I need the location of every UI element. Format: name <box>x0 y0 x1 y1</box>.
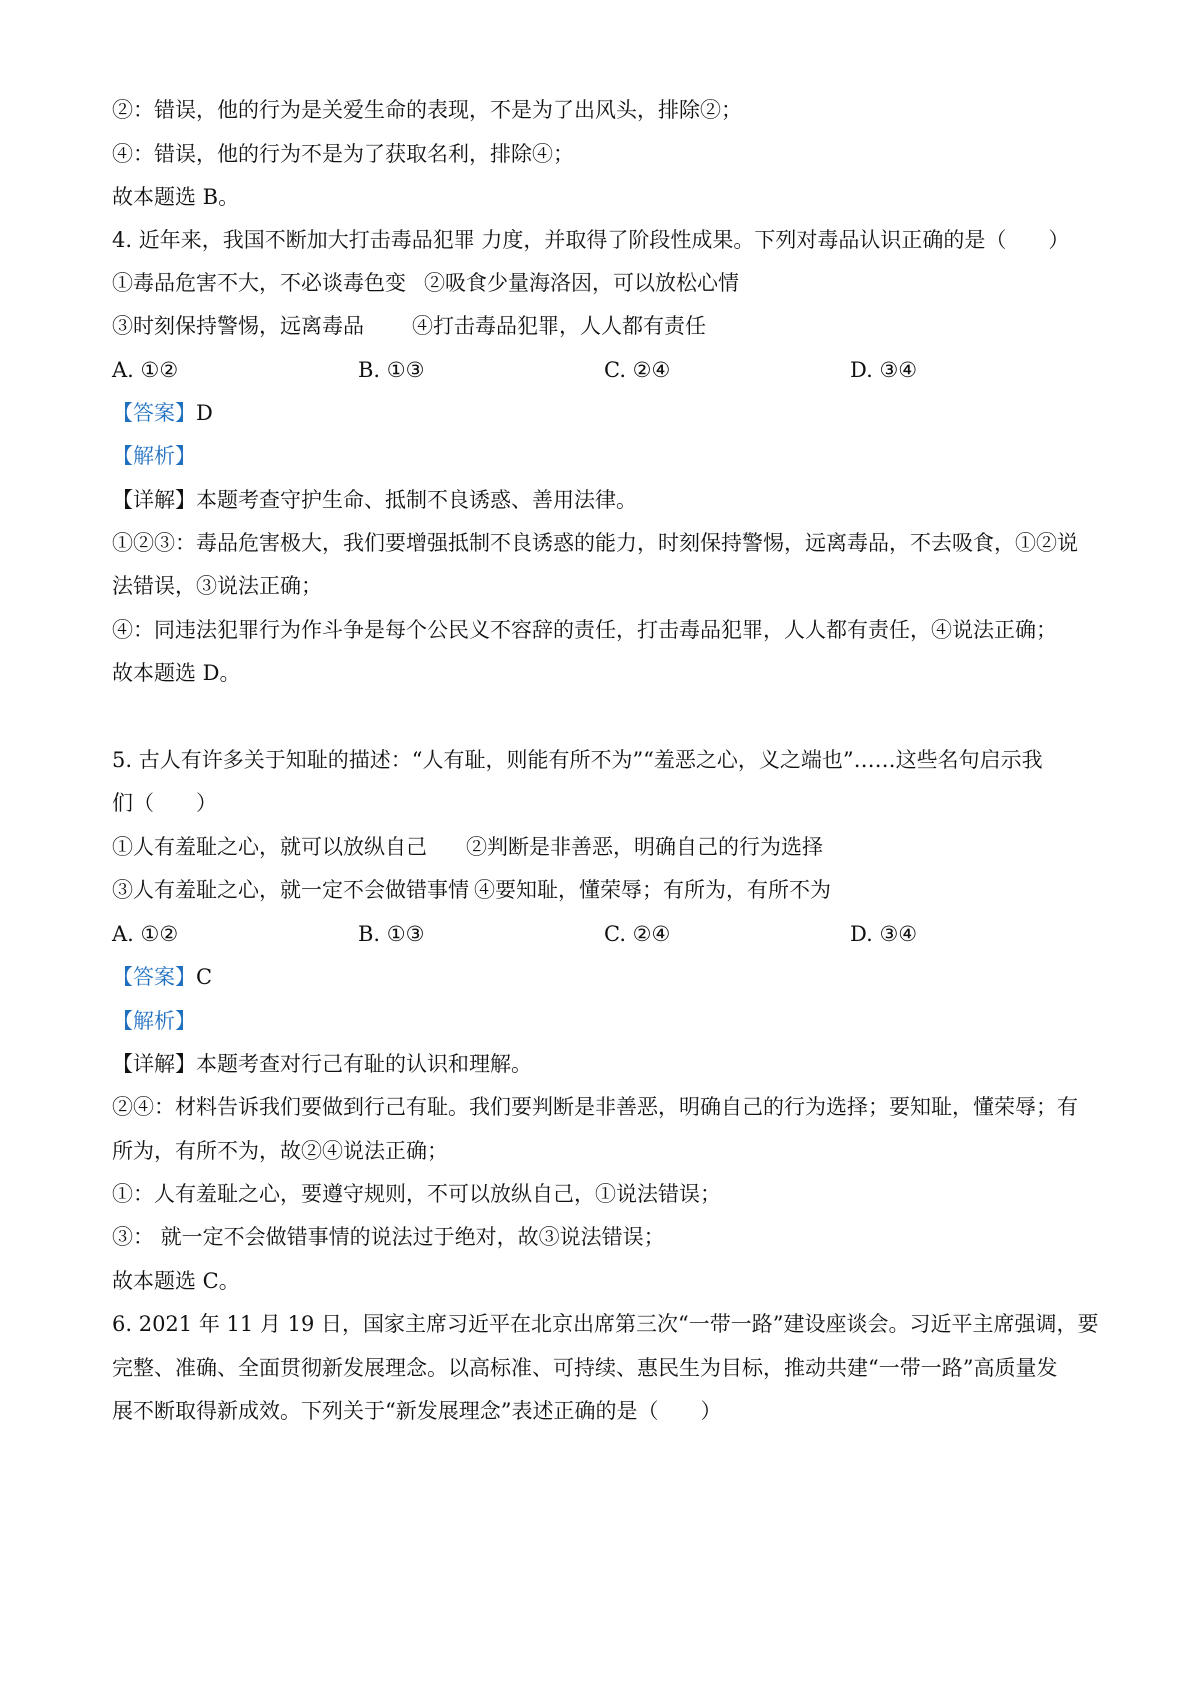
q4-detail: 【详解】本题考查守护生命、抵制不良诱惑、善用法律。 <box>112 488 637 512</box>
q5-answer <box>112 962 1112 992</box>
q4-option-a: A. ①② <box>112 358 179 382</box>
q4-explanation-1b: 法错误，③说法正确； <box>112 574 322 598</box>
q5-statements-row-1 <box>112 832 1112 862</box>
q5-statement-3: ③人有羞耻之心，就一定不会做错事情 <box>112 878 469 902</box>
q5-answer-value: C <box>196 965 213 989</box>
q6-stem-line-1: 6. 2021 年 11 月 19 日，国家主席习近平在北京出席第三次“一带一路”建设座谈会。习近平主席强调，要 <box>112 1312 1099 1336</box>
q4-answer-value: D <box>196 401 213 425</box>
q6-stem-line-3: 展不断取得新成效。下列关于“新发展理念”表述正确的是（ ） <box>112 1399 722 1423</box>
q4-conclusion: 故本题选 D。 <box>112 661 241 685</box>
q4-explanation-1a: ①②③：毒品危害极大，我们要增强抵制不良诱惑的能力，时刻保持警惕，远离毒品，不去吸食，①②说 <box>112 531 1078 555</box>
q5-option-d: D. ③④ <box>850 922 918 946</box>
q4-explanation-2: ④：同违法犯罪行为作斗争是每个公民义不容辞的责任，打击毒品犯罪，人人都有责任，④说法正确； <box>112 618 1057 642</box>
q5-option-a: A. ①② <box>112 922 179 946</box>
prev-explanation-2: ②：错误，他的行为是关爱生命的表现，不是为了出风头，排除②； <box>112 98 742 122</box>
q4-statement-2: ②吸食少量海洛因，可以放松心情 <box>424 271 739 295</box>
q4-statements-row-2 <box>112 311 1112 341</box>
q5-explanation-1b: 所为，有所不为，故②④说法正确； <box>112 1139 448 1163</box>
q4-analysis-tag: 【解析】 <box>112 444 196 468</box>
q4-stem: 4. 近年来，我国不断加大打击毒品犯罪 力度，并取得了阶段性成果。下列对毒品认识正确的是（ ） <box>112 228 1070 252</box>
q5-statements-row-2 <box>112 875 1112 905</box>
q4-option-b: B. ①③ <box>358 358 425 382</box>
q4-statement-1: ①毒品危害不大，不必谈毒色变 <box>112 271 406 295</box>
q5-option-c: C. ②④ <box>604 922 671 946</box>
q4-answer <box>112 398 1112 428</box>
q5-conclusion: 故本题选 C。 <box>112 1269 240 1293</box>
q4-statements-row-1 <box>112 268 1112 298</box>
prev-explanation-4: ④：错误，他的行为不是为了获取名利，排除④； <box>112 142 574 166</box>
q4-option-c: C. ②④ <box>604 358 671 382</box>
q4-statement-4: ④打击毒品犯罪，人人都有责任 <box>412 314 706 338</box>
q6-stem-line-2: 完整、准确、全面贯彻新发展理念。以高标准、可持续、惠民生为目标，推动共建“一带一路”高质量发 <box>112 1356 1058 1380</box>
q5-answer-tag: 【答案】 <box>112 965 196 989</box>
q5-detail: 【详解】本题考查对行己有耻的认识和理解。 <box>112 1052 532 1076</box>
q4-statement-3: ③时刻保持警惕，远离毒品 <box>112 314 364 338</box>
q5-explanation-2: ①：人有羞耻之心，要遵守规则，不可以放纵自己，①说法错误； <box>112 1182 721 1206</box>
q5-stem-b: 们（ ） <box>112 791 217 815</box>
q5-stem-a: 5. 古人有许多关于知耻的描述：“人有耻，则能有所不为”“羞恶之心，义之端也”……这些名句启示我 <box>112 748 1043 772</box>
q5-explanation-3: ③： 就一定不会做错事情的说法过于绝对，故③说法错误； <box>112 1225 665 1249</box>
q5-statement-4: ④要知耻，懂荣辱；有所为，有所不为 <box>474 878 831 902</box>
q5-statement-2: ②判断是非善恶，明确自己的行为选择 <box>466 835 823 859</box>
q5-option-b: B. ①③ <box>358 922 425 946</box>
q5-statement-1: ①人有羞耻之心，就可以放纵自己 <box>112 835 427 859</box>
q4-answer-tag: 【答案】 <box>112 401 196 425</box>
prev-conclusion: 故本题选 B。 <box>112 185 240 209</box>
q5-analysis-tag: 【解析】 <box>112 1009 196 1033</box>
q5-explanation-1a: ②④：材料告诉我们要做到行己有耻。我们要判断是非善恶，明确自己的行为选择；要知耻，懂荣辱；有 <box>112 1095 1078 1119</box>
q4-option-d: D. ③④ <box>850 358 918 382</box>
